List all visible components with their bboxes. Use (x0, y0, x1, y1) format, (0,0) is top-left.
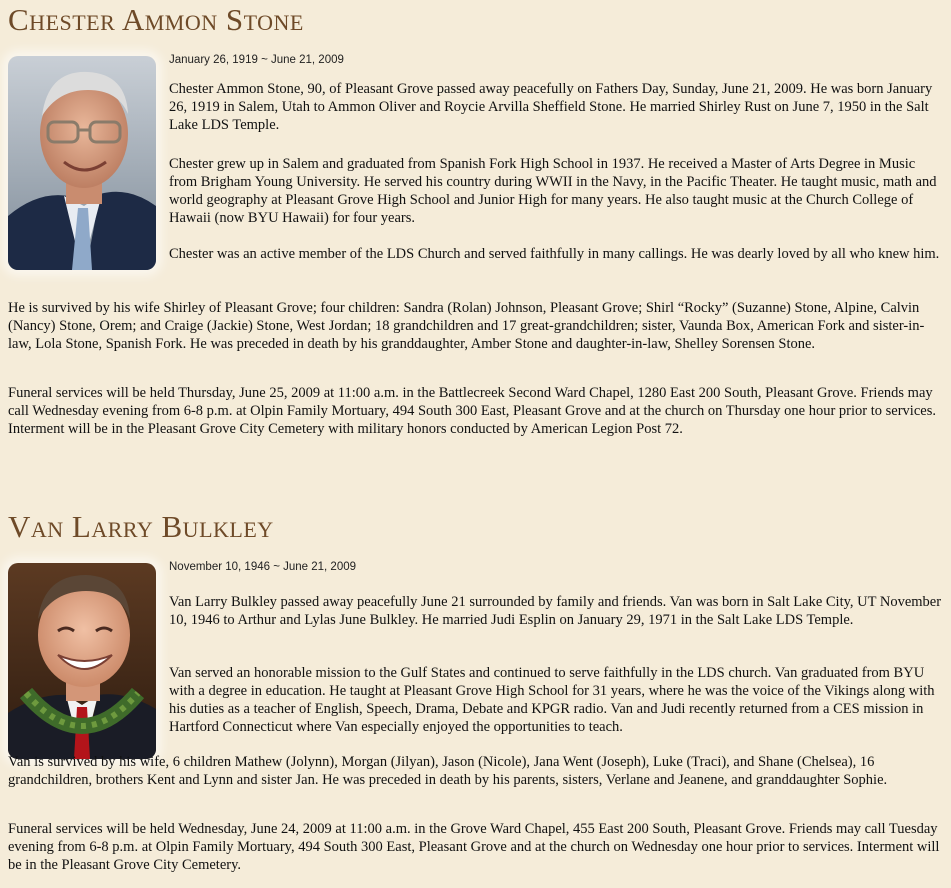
obituary-name: Van Larry Bulkley (8, 509, 274, 544)
obituary-paragraph: He is survived by his wife Shirley of Pleasant Grove; four children: Sandra (Rolan) Johnson, Pleasant Grove; Shirl “Rocky” (Suzanne) Stone, Alpine, Calvin (Nancy) Stone, Orem; and Craige (Jackie) Stone, West Jordan; 18 grandchildren and 17 great-grandchildren; sister, Vaunda Box, American Fork and sister-in-law, Lola Stone, Spanish Fork. He was preceded in death by his granddaughter, Amber Stone and daughter-in-law, Shelley Sorensen Stone. (8, 300, 925, 352)
portrait-photo-elderly-man (8, 56, 156, 270)
obituary-paragraph: Van served an honorable mission to the Gulf States and continued to serve faithfully in the LDS church. Van graduated from BYU with a degree in education. He taught at Pleasant Grove High School for 31 years, where he was the voice of the Vikings along with his duties as a teacher of English, Speech, Drama, Debate and KPGR radio. Van and Judi recently returned from a CES mission in Hartford Connecticut where Van especially enjoyed the opportunities to teach. (169, 665, 935, 735)
portrait-photo-man-with-lei (8, 563, 156, 759)
obituary-paragraph: Van is survived by his wife, 6 children Mathew (Jolynn), Morgan (Jilyan), Jason (Nicole), Jana Went (Joseph), Luke (Traci), and Shane (Chelsea), 16 grandchildren, brothers Kent and Lynn and sister Jan. He was preceded in death by his parents, sisters, Verlane and Jeanene, and granddaughter Sophie. (8, 754, 888, 788)
obituary-dates: November 10, 1946 ~ June 21, 2009 (169, 561, 357, 573)
obituary-paragraph: Van Larry Bulkley passed away peacefully June 21 surrounded by family and friends. Van was born in Salt Lake City, UT November 10, 1946 to Arthur and Lylas June Bulkley. He married Judi Esplin on January 29, 1971 in the Salt Lake LDS Temple. (169, 594, 942, 628)
obituary-name: Chester Ammon Stone (8, 2, 304, 37)
obituary-paragraph: Funeral services will be held Wednesday, June 24, 2009 at 11:00 a.m. in the Grove Ward Chapel, 455 East 200 South, Pleasant Grove. Friends may call Tuesday evening from 6-8 p.m. at Olpin Family Mortuary, 494 South 300 East, Pleasant Grove and at the church on Wednesday one hour prior to services. Interment will be in the Pleasant Grove City Cemetery. (8, 821, 940, 873)
obituary-dates: January 26, 1919 ~ June 21, 2009 (169, 54, 344, 66)
obituary-paragraph: Chester Ammon Stone, 90, of Pleasant Grove passed away peacefully on Fathers Day, Sunday, June 21, 2009. He was born January 26, 1919 in Salem, Utah to Ammon Oliver and Roycie Arvilla Sheffield Stone. He married Shirley Rust on June 7, 1950 in the Salt Lake LDS Temple. (169, 81, 933, 133)
obituary-paragraph: Funeral services will be held Thursday, June 25, 2009 at 11:00 a.m. in the Battlecreek Second Ward Chapel, 1280 East 200 South, Pleasant Grove. Friends may call Wednesday evening from 6-8 p.m. at Olpin Family Mortuary, 494 South 300 East, Pleasant Grove and at the church on Thursday one hour prior to services. Interment will be in the Pleasant Grove City Cemetery with military honors conducted by American Legion Post 72. (8, 385, 936, 437)
obituary-paragraph: Chester grew up in Salem and graduated from Spanish Fork High School in 1937. He received a Master of Arts Degree in Music from Brigham Young University. He served his country during WWII in the Navy, in the Pacific Theater. He taught music, math and world geography at Pleasant Grove High School and Junior High for many years. He also taught music at the Church College of Hawaii (now BYU Hawaii) for four years. (169, 156, 937, 226)
obituary-paragraph: Chester was an active member of the LDS Church and served faithfully in many callings. He was dearly loved by all who knew him. (169, 246, 940, 262)
